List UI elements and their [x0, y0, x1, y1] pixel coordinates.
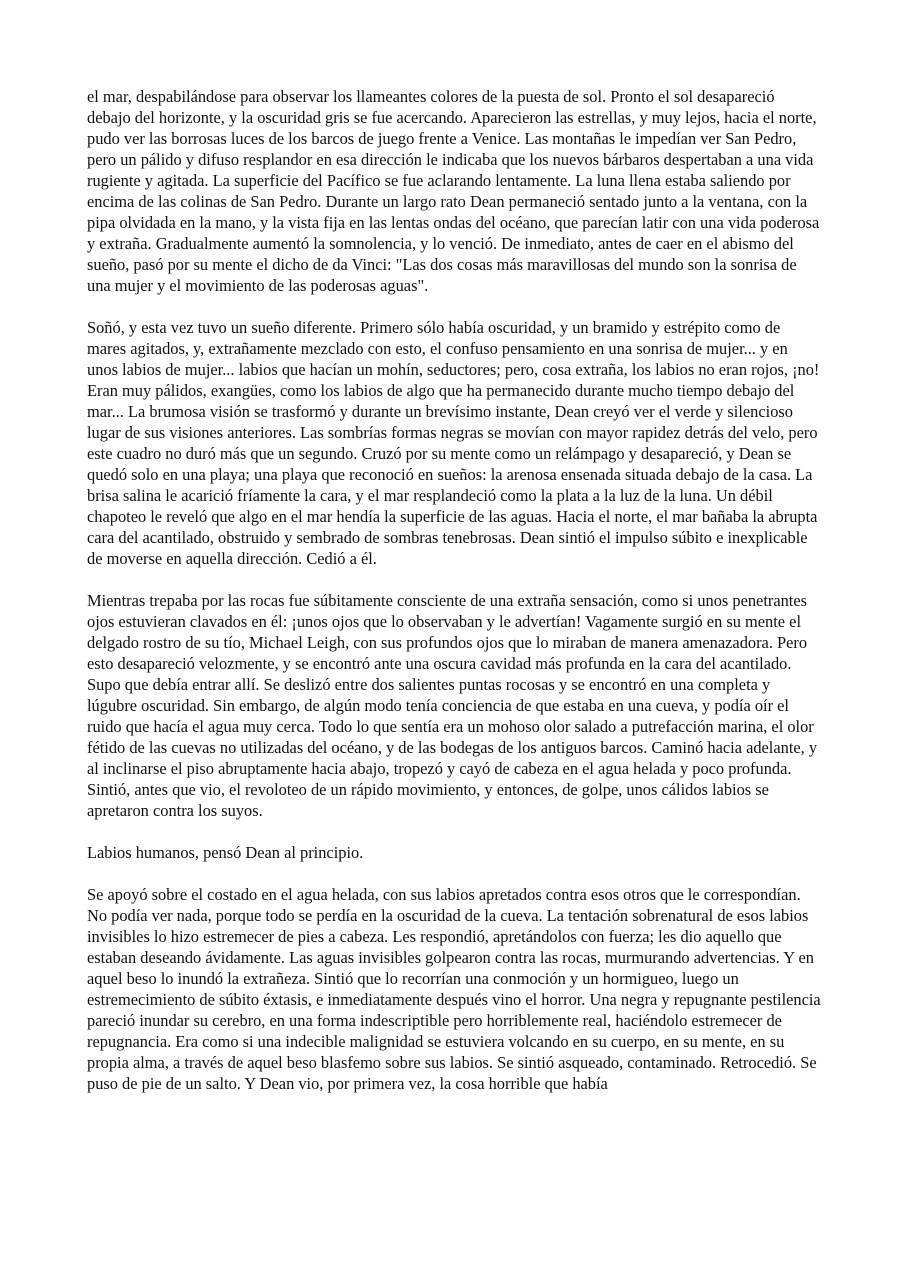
paragraph-1: el mar, despabilándose para observar los llameantes colores de la puesta de sol. Pronto el sol desapareció debajo del horizonte, y la oscuridad gris se fue acercando. Aparecieron las estrellas, y muy lejos, hacia el norte, pudo ver las borrosas luces de los barcos de juego frente a Venice. Las montañas le impedían ver San Pedro, pero un pálido y difuso resplandor en esa dirección le indicaba que los nuevos bárbaros despertaban a una vida rugiente y agitada. La superficie del Pacífico se fue aclarando lentamente. La luna llena estaba saliendo por encima de las colinas de San Pedro. Durante un largo rato Dean permaneció sentado junto a la ventana, con la pipa olvidada en la mano, y la vista fija en las lentas ondas del océano, que parecían latir con una vida poderosa y extraña. Gradualmente aumentó la somnolencia, y lo venció. De inmediato, antes de caer en el abismo del sueño, pasó por su mente el dicho de da Vinci: "Las dos cosas más maravillosas del mundo son la sonrisa de una mujer y el movimiento de las poderosas aguas". [87, 87, 820, 295]
paragraph-4: Labios humanos, pensó Dean al principio. [87, 843, 364, 862]
paragraph-2: Soñó, y esta vez tuvo un sueño diferente. Primero sólo había oscuridad, y un bramido y estrépito como de mares agitados, y, extrañamente mezclado con esto, el confuso pensamiento en una sonrisa de mujer... y en unos labios de mujer... labios que hacían un mohín, seductores; pero, cosa extraña, los labios no eran rojos, ¡no! Eran muy pálidos, exangües, como los labios de algo que ha permanecido durante mucho tiempo debajo del mar... La brumosa visión se trasformó y durante un brevísimo instante, Dean creyó ver el verde y silencioso lugar de sus visiones anteriores. Las sombrías formas negras se movían con mayor rapidez detrás del velo, pero este cuadro no duró más que un segundo. Cruzó por su mente como un relámpago y desapareció, y Dean se quedó solo en una playa; una playa que reconoció en sueños: la arenosa ensenada situada debajo de la casa. La brisa salina le acarició fríamente la cara, y el mar resplandeció como la plata a la luz de la luna. Un débil chapoteo le reveló que algo en el mar hendía la superficie de las aguas. Hacia el norte, el mar bañaba la abrupta cara del acantilado, obstruido y sembrado de sombras tenebrosas. Dean sintió el impulso súbito e inexplicable de moverse en aquella dirección. Cedió a él. [87, 318, 820, 568]
paragraph-3: Mientras trepaba por las rocas fue súbitamente consciente de una extraña sensación, como si unos penetrantes ojos estuvieran clavados en él: ¡unos ojos que lo observaban y le advertían! Vagamente surgió en su mente el delgado rostro de su tío, Michael Leigh, con sus profundos ojos que lo miraban de manera amenazadora. Pero esto desapareció velozmente, y se encontró ante una oscura cavidad más profunda en la cara del acantilado. Supo que debía entrar allí. Se deslizó entre dos salientes puntas rocosas y se encontró en una completa y lúgubre oscuridad. Sin embargo, de algún modo tenía conciencia de que estaba en una cueva, y podía oír el ruido que hacía el agua muy cerca. Todo lo que sentía era un mohoso olor salado a putrefacción marina, el olor fétido de las cuevas no utilizadas del océano, y de las bodegas de los antiguos barcos. Caminó hacia adelante, y al inclinarse el piso abruptamente hacia abajo, tropezó y cayó de cabeza en el agua helada y poco profunda. Sintió, antes que vio, el revoloteo de un rápido movimiento, y entonces, de golpe, unos cálidos labios se apretaron contra los suyos. [87, 591, 818, 820]
document-page [87, 86, 821, 1115]
paragraph-5: Se apoyó sobre el costado en el agua helada, con sus labios apretados contra esos otros que le correspondían. No podía ver nada, porque todo se perdía en la oscuridad de la cueva. La tentación sobrenatural de esos labios invisibles lo hizo estremecer de pies a cabeza. Les respondió, apretándolos con fuerza; les dio aquello que estaban deseando ávidamente. Las aguas invisibles golpearon contra las rocas, murmurando advertencias. Y en aquel beso lo inundó la extrañeza. Sintió que lo recorrían una conmoción y un hormigueo, luego un estremecimiento de súbito éxtasis, e inmediatamente después vino el horror. Una negra y repugnante pestilencia pareció inundar su cerebro, en una forma indescriptible pero horriblemente real, haciéndolo estremecer de repugnancia. Era como si una indecible malignidad se estuviera volcando en su cuerpo, en su mente, en su propia alma, a través de aquel beso blasfemo sobre sus labios. Se sintió asqueado, contaminado. Retrocedió. Se puso de pie de un salto. Y Dean vio, por primera vez, la cosa horrible que había [87, 885, 821, 1093]
